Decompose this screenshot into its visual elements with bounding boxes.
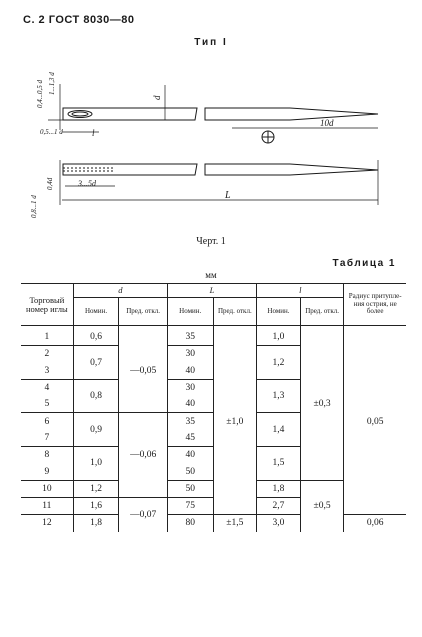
cell-radius: 0,06 — [344, 515, 406, 532]
cell-L: 35 — [167, 413, 213, 430]
dim-3-5d: 3...5d — [78, 179, 96, 188]
header-d-nominal: Номин. — [73, 298, 119, 326]
dim-d: d — [152, 95, 162, 100]
header-L: L — [167, 284, 256, 298]
table-row — [21, 326, 406, 346]
cell-d: 0,9 — [73, 413, 119, 447]
table-unit: мм — [205, 270, 217, 280]
cell-L: 35 — [167, 326, 213, 346]
header-L-deviation: Пред. откл. — [213, 298, 257, 326]
cell-number: 12 — [21, 515, 73, 532]
cell-number: 6 — [21, 413, 73, 430]
header-d-deviation: Пред. откл. — [119, 298, 168, 326]
cell-number: 9 — [21, 463, 73, 480]
needle-drawing — [0, 0, 422, 250]
cell-L: 50 — [167, 480, 213, 497]
cell-number: 2 — [21, 346, 73, 363]
cell-number: 1 — [21, 326, 73, 346]
cell-L: 40 — [167, 396, 213, 413]
header-l: l — [257, 284, 344, 298]
cell-number: 10 — [21, 480, 73, 497]
cell-number: 11 — [21, 497, 73, 514]
cell-l-dev: ±0,3 — [300, 326, 344, 481]
header-number: Торговый номер иглы — [21, 284, 73, 326]
cell-number: 8 — [21, 447, 73, 464]
header-radius: Радиус притупле-ния острия, не более — [344, 284, 406, 326]
dim-04d: 0,4d — [46, 177, 54, 190]
cell-d: 0,7 — [73, 346, 119, 380]
dim-1-13d: 1...1,3 d — [48, 72, 56, 95]
cell-d-dev: —0,07 — [119, 497, 168, 531]
figure-type-label: Тип I — [194, 37, 228, 48]
cell-number: 5 — [21, 396, 73, 413]
cell-l: 3,0 — [257, 515, 301, 532]
cell-L: 75 — [167, 497, 213, 514]
dim-08-1d: 0,8...1 d — [30, 195, 38, 218]
page-header: С. 2 ГОСТ 8030—80 — [23, 14, 135, 26]
cell-radius: 0,05 — [366, 416, 384, 427]
cell-d-dev: —0,05 — [119, 326, 168, 413]
dim-L: L — [225, 190, 231, 201]
dim-05-1d: 0,5...1 d — [40, 128, 63, 136]
cell-number: 7 — [21, 430, 73, 447]
cell-d: 1,8 — [73, 515, 119, 532]
table-caption: Таблица 1 — [332, 258, 396, 269]
cell-d: 1,2 — [73, 480, 119, 497]
cell-L-dev: ±1,5 — [213, 515, 257, 532]
dim-10d: 10d — [320, 118, 334, 128]
cell-L-dev: ±1,0 — [213, 326, 257, 515]
cell-number: 3 — [21, 363, 73, 380]
header-l-deviation: Пред. откл. — [300, 298, 344, 326]
cell-d: 1,0 — [73, 447, 119, 481]
cell-L: 40 — [167, 447, 213, 464]
cell-d-dev: —0,06 — [119, 413, 168, 497]
cell-l: 1,0 — [257, 326, 301, 346]
cell-l: 1,4 — [257, 413, 301, 447]
dim-l: l — [92, 128, 95, 138]
cell-l-dev: ±0,5 — [300, 480, 344, 531]
cell-l: 1,3 — [257, 379, 301, 413]
cell-l: 2,7 — [257, 497, 301, 514]
header-d: d — [73, 284, 167, 298]
cell-L: 40 — [167, 363, 213, 380]
figure-caption: Черт. 1 — [196, 236, 226, 247]
table-row — [21, 515, 406, 532]
cell-L: 30 — [167, 379, 213, 396]
dim-04-05d: 0,4...0,5 d — [36, 80, 44, 108]
header-l-nominal: Номин. — [257, 298, 301, 326]
cell-d: 0,6 — [73, 326, 119, 346]
cell-l: 1,5 — [257, 447, 301, 481]
cell-l: 1,2 — [257, 346, 301, 380]
cell-d: 1,6 — [73, 497, 119, 514]
cell-L: 50 — [167, 463, 213, 480]
header-L-nominal: Номин. — [167, 298, 213, 326]
needle-table — [21, 283, 406, 532]
cell-L: 30 — [167, 346, 213, 363]
cell-L: 45 — [167, 430, 213, 447]
cell-d: 0,8 — [73, 379, 119, 413]
cell-l: 1,8 — [257, 480, 301, 497]
cell-number: 4 — [21, 379, 73, 396]
cell-L: 80 — [167, 515, 213, 532]
